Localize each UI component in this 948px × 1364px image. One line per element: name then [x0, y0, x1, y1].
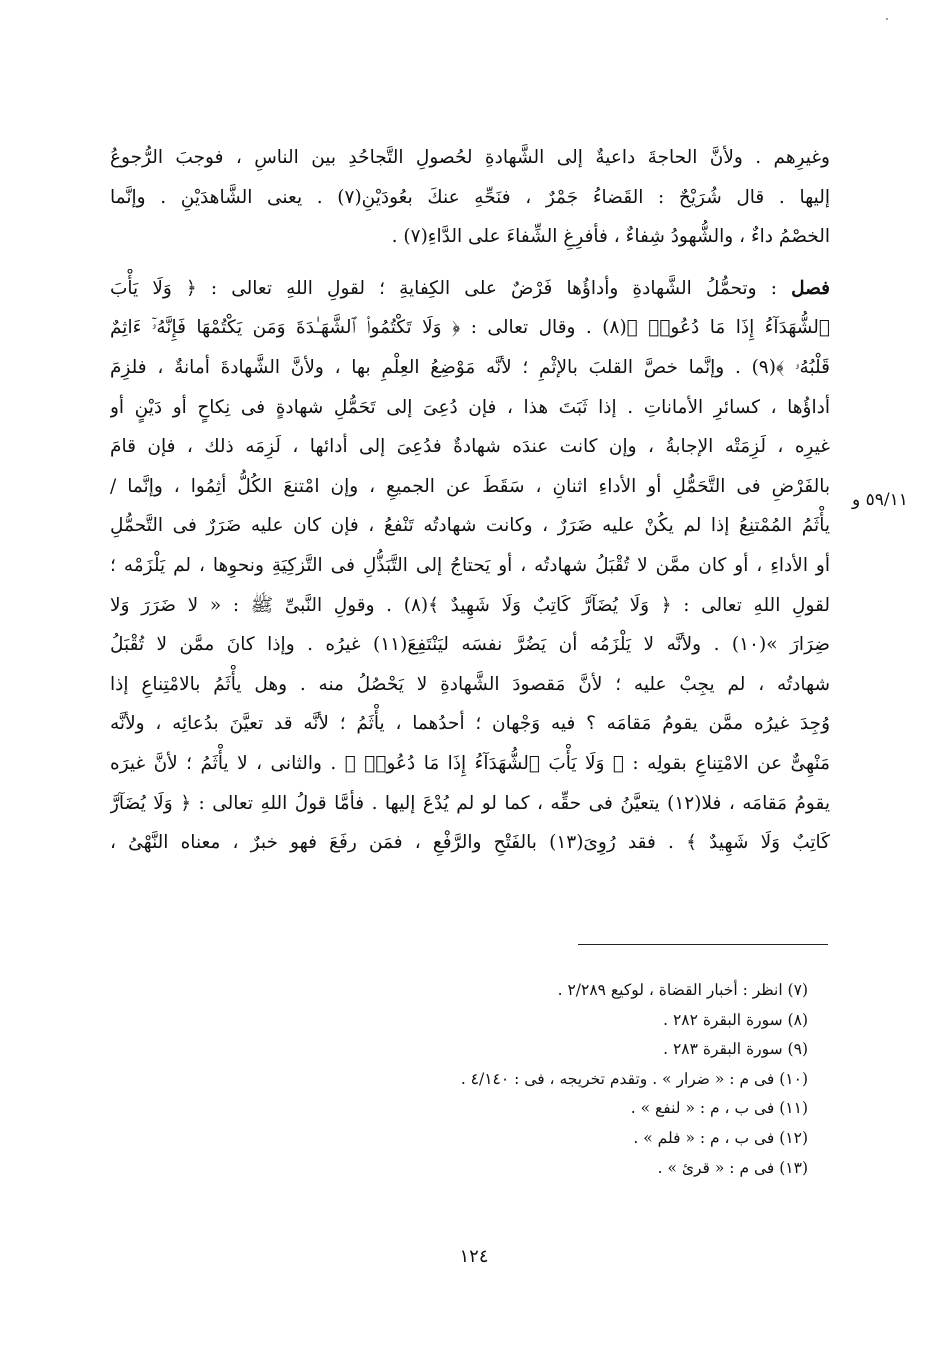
text-line: الخصْمُ داءٌ ، والشُّهودُ شِفاءٌ ، فأفرِغِ الشِّفاءَ على الدَّاءِ(٧) . — [391, 226, 830, 248]
text-line: بالفَرْضِ فى التَّحَمُّلِ أو الأداءِ اثنانِ ، سَقَطَ عن الجميعِ ، وإن امْتنعَ الكُلُّ أثِمُوا ، وإنَّما / — [110, 475, 830, 497]
footnote: (١٠) فى م : « ضرار » . وتقدم تخريجه ، فى : ٤/١٤٠ . — [460, 1069, 808, 1088]
text-line: أداؤُها ، كسائرِ الأماناتِ . إذا ثَبَتَ هذا ، فإن دُعِىَ إلى تَحَمُّلِ شهادةٍ فى نِكاحٍ أو دَيْنٍ أو — [110, 396, 830, 418]
text-line-section-start — [110, 269, 830, 309]
text-line: شهادتُه ، لم يجِبْ عليه ؛ لأنَّ مَقصودَ الشَّهادةِ لا يَحْصُلُ منه . وهل يأْثَمُ بالامْتِناعِ إذا — [110, 673, 830, 695]
text-line: مَنْهِىٌّ عن الامْتِناعِ بقولِه : ﴿ وَلَا يَأْبَ ٱلشُّهَدَآءُ إِذَا مَا دُعُوا۟ ﴾ . والثانى ، لا يأْثَمُ ؛ لأنَّ غيرَه — [110, 752, 830, 774]
text-line: كَاتِبٌ وَلَا شَهِيدٌ ﴾ . فقد رُوِىَ(١٣) بالفَتْحِ والرَّفْعِ ، فمَن رفَعَ فهو خبرٌ ، معناه النَّهْىُ ، — [110, 832, 830, 854]
main-text — [110, 138, 830, 863]
text-line: لقولِ اللهِ تعالى : ﴿ وَلَا يُضَآرَّ كَاتِبٌ وَلَا شَهِيدٌ ﴾(٨) . وقولِ النَّبىِّ ﷺ : « لا ضَرَرَ وَلا — [110, 594, 830, 616]
paragraph-gap — [110, 257, 830, 269]
text-line: يقومُ مَقامَه ، فلا(١٢) يتعيَّنُ فى حقِّه ، كما لو لم يُدْعَ إليها . فأمَّا قولُ اللهِ تعالى : ﴿ وَلَا يُضَآرَّ — [110, 792, 830, 814]
text-line: ٱلشُّهَدَآءُ إِذَا مَا دُعُوا۟ ﴾(٨) . وقال تعالى : ﴿ وَلَا تَكْتُمُوا۟ ٱلشَّهَـٰدَةَ وَمَن يَكْتُمْهَا فَإِنَّهُۥٓ ءَاثِمٌ — [110, 317, 830, 339]
text-line: إليها . قال شُرَيْحٌ : القَضاءُ جَمْرٌ ، فنَحِّهِ عنكَ بعُودَيْنِ(٧) . يعنى الشَّاهدَيْنِ . وإنَّما — [110, 186, 830, 208]
footnote: (١٢) فى ب ، م : « فلم » . — [633, 1128, 808, 1147]
text-line: وُجِدَ غيرُه ممَّن يقومُ مَقامَه ؟ فيه وَجْهان ؛ أحدُهما ، يأْثَمُ ؛ لأنَّه قد تعيَّنَ بدُعائِه ، ولأنَّه — [110, 713, 830, 735]
text-line: قَلْبُهُۥ ﴾(٩) . وإنَّما خصَّ القلبَ بالإثْمِ ؛ لأنَّه مَوْضِعُ العِلْمِ بها ، ولأنَّ الشَّهادةَ أمانةٌ ، فلزِمَ — [110, 356, 830, 378]
footnote: (٩) سورة البقرة ٢٨٣ . — [663, 1040, 808, 1059]
footnote-separator — [578, 944, 828, 945]
text-line: وغيرِهم . ولأنَّ الحاجةَ داعيةٌ إلى الشَّهادةِ لحُصولِ التَّجاحُدِ بين الناسِ ، فوجبَ الرُّجوعُ — [110, 147, 830, 168]
manuscript-folio-marker: ٥٩/١١ و — [852, 490, 908, 510]
scan-mark — [886, 18, 888, 20]
section-heading: فصل — [791, 277, 830, 299]
text-line: ضِرَارَ »(١٠) . ولأنَّه لا يَلْزَمُه أن يَضُرَّ نفسَه ليَنْتَفِعَ(١١) غيرُه . وإذا كانَ ممَّن لا تُقْبَلُ — [110, 634, 830, 656]
footnote: (١١) فى ب ، م : « لنفع » . — [630, 1099, 808, 1118]
text-line-rest: : وتحمُّلُ الشَّهادةِ وأداؤُها فَرْضٌ على الكِفايةِ ؛ لقولِ اللهِ تعالى : ﴿ وَلَا يَأْبَ — [110, 277, 777, 299]
footnote: (٧) انظر : أخبار القضاة ، لوكيع ٢/٢٨٩ . — [557, 981, 808, 999]
text-line: غيرِه ، لَزِمَتْه الإجابةُ ، وإن كانت عندَه شهادةٌ فدُعِىَ إلى أدائها ، لَزِمَه ذلك ، فإن قامَ — [110, 436, 830, 458]
footnotes — [308, 976, 808, 1183]
footnote: (٨) سورة البقرة ٢٨٢ . — [663, 1010, 808, 1029]
footnote: (١٣) فى م : « قرئ » . — [657, 1158, 808, 1177]
page-number: ١٢٤ — [459, 1246, 489, 1267]
text-line: يأْثَمُ المُمْتنِعُ إذا لم يكُنْ عليه ضَرَرٌ ، وكانت شهادتُه تَنْفعُ ، فإن كان عليه ضَرَرٌ فى التَّحمُّلِ — [110, 515, 830, 537]
text-line: أو الأداءِ ، أو كان ممَّن لا تُقْبَلُ شهادتُه ، أو يَحتاجُ إلى التَّبَذُّلِ فى التَّزكِيَةِ ونحوِها ، لم يَلْزَمْه ؛ — [110, 554, 830, 576]
